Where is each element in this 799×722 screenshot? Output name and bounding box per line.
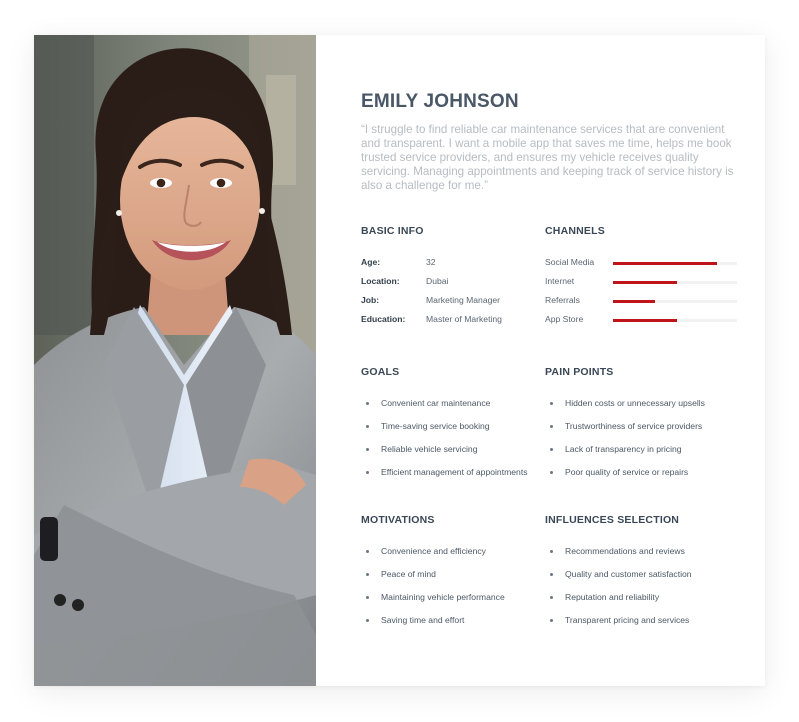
basic-info-key: Education: [361,314,406,324]
persona-quote: “I struggle to find reliable car maintenance services that are convenient and transparent. I want a mobile app that saves me time, helps me book trusted service providers, and ensures my vehicle receives quality servicing. Managing appointments and keeping track of service history is also a challenge for me.” [361,123,734,193]
channel-label: Social Media [545,257,595,267]
basic-info-value: Marketing Manager [426,295,501,305]
influences-selection-title: INFLUENCES SELECTION [545,514,680,526]
persona-name: EMILY JOHNSON [361,91,519,112]
channel-bar-track [613,281,737,284]
list-item: Peace of mind [361,569,436,579]
basic-info-value: Dubai [426,276,449,286]
channel-row-internet [545,276,745,288]
list-item: Lack of transparency in pricing [545,444,682,454]
list-item: Convenient car maintenance [361,398,490,408]
list-item: Transparent pricing and services [545,615,689,625]
basic-info-key: Job: [361,295,380,305]
persona-photo [34,35,316,686]
channel-bar-fill [613,281,677,284]
motivations-title: MOTIVATIONS [361,514,435,526]
basic-info-title: BASIC INFO [361,225,424,237]
channels-title: CHANNELS [545,225,605,237]
persona-content [316,35,765,686]
channel-label: App Store [545,314,584,324]
goals-title: GOALS [361,366,400,378]
list-item: Saving time and effort [361,615,464,625]
channel-label: Internet [545,276,575,286]
list-item: Hidden costs or unnecessary upsells [545,398,705,408]
persona-card [34,35,765,686]
list-item: Poor quality of service or repairs [545,467,688,477]
channel-bar-track [613,300,737,303]
list-item: Reliable vehicle servicing [361,444,478,454]
channel-bar-fill [613,262,717,265]
basic-info-row-job [361,295,541,307]
list-item: Efficient management of appointments [361,467,528,477]
channel-row-referrals [545,295,745,307]
channel-bar-fill [613,319,677,322]
list-item: Trustworthiness of service providers [545,421,702,431]
list-item: Convenience and efficiency [361,546,486,556]
basic-info-value: 32 [426,257,436,267]
channel-row-app-store [545,314,745,326]
basic-info-key: Age: [361,257,381,267]
basic-info-value: Master of Marketing [426,314,502,324]
list-item: Maintaining vehicle performance [361,592,505,602]
channel-label: Referrals [545,295,580,305]
channel-bar-fill [613,300,655,303]
list-item: Quality and customer satisfaction [545,569,692,579]
list-item: Reputation and reliability [545,592,659,602]
channel-bar-track [613,262,737,265]
basic-info-row-education [361,314,541,326]
channel-bar-track [613,319,737,322]
basic-info-key: Location: [361,276,400,286]
pain-points-title: PAIN POINTS [545,366,614,378]
basic-info-row-location [361,276,541,288]
channel-row-social-media [545,257,745,269]
woman-portrait-illustration [34,35,316,686]
list-item: Time-saving service booking [361,421,490,431]
list-item: Recommendations and reviews [545,546,685,556]
basic-info-row-age [361,257,541,269]
